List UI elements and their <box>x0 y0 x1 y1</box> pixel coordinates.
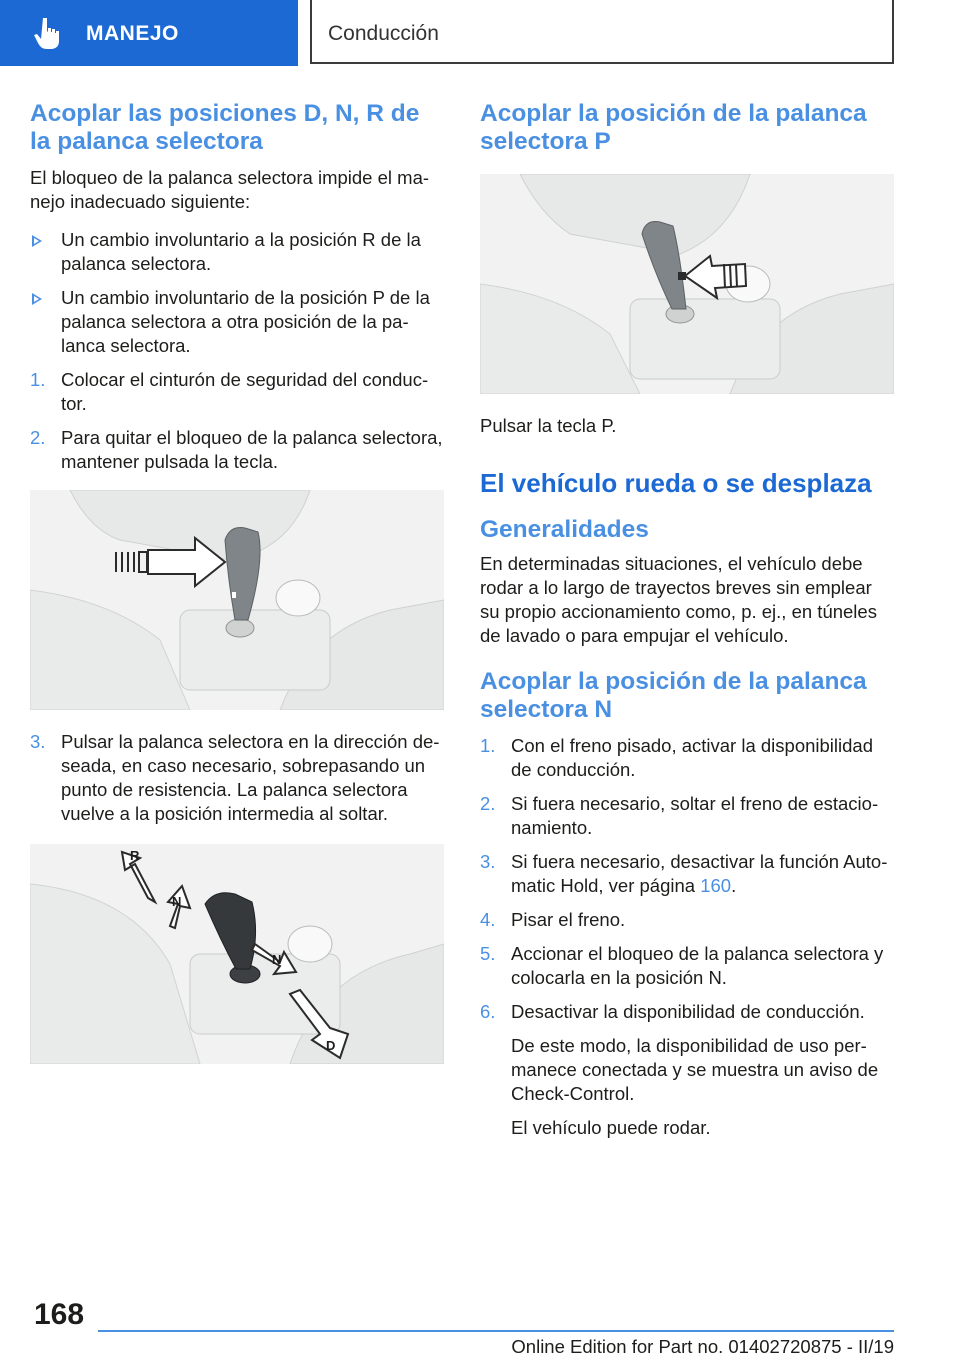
heading-neutral: Acoplar la posición de la palanca selectora N <box>480 668 867 723</box>
general-text: En determinadas situaciones, el vehículo debe rodar a lo largo de trayectos breves sin emplear su propio accionamiento como, p. ej., en túneles de lavado o para empujar el vehículo. <box>480 553 877 646</box>
step-text: Desactivar la disponibilidad de conducción. <box>511 1001 865 1022</box>
step-item <box>30 368 444 416</box>
step-item <box>480 850 894 898</box>
fig-label-n: N <box>172 894 182 909</box>
bullet-text: Un cambio involuntario a la posición R de la palanca selectora. <box>61 229 421 274</box>
step-number: 6. <box>480 1001 496 1022</box>
step-number: 1. <box>480 735 496 756</box>
intro-text: El bloqueo de la palanca selectora impide el ma-nejo inadecuado siguiente: <box>30 167 430 212</box>
section-label: MANEJO <box>86 22 179 45</box>
step-number: 2. <box>30 427 46 448</box>
heading-general: Generalidades <box>480 516 649 543</box>
park-button-figure <box>480 174 894 394</box>
step-item <box>480 792 894 840</box>
section-tab <box>0 0 298 66</box>
step-number: 5. <box>480 943 496 964</box>
step-number: 2. <box>480 793 496 814</box>
step-note: De este modo, la disponibilidad de uso per-manece conectada y se muestra un aviso de Check-Control. <box>511 1035 879 1104</box>
step-note: El vehículo puede rodar. <box>511 1117 711 1138</box>
step-number: 3. <box>480 851 496 872</box>
page-link[interactable]: 160 <box>700 875 732 896</box>
step-item <box>480 908 894 932</box>
fig-label-d: D <box>326 1038 336 1053</box>
heading-dnr: Acoplar las posiciones D, N, R de la palanca selectora <box>30 100 420 155</box>
right-column <box>480 100 894 1150</box>
step-text: Colocar el cinturón de seguridad del conduc-tor. <box>61 369 429 414</box>
hand-pointer-icon <box>30 14 70 54</box>
step-text: Si fuera necesario, soltar el freno de estacio-namiento. <box>511 793 879 838</box>
park-caption: Pulsar la tecla P. <box>480 415 617 436</box>
step-item <box>30 426 444 474</box>
heading-vehicle-rolls: El vehículo rueda o se desplaza <box>480 468 872 498</box>
chapter-header <box>310 0 894 64</box>
bullet-item <box>30 286 444 358</box>
step-text: Accionar el bloqueo de la palanca selectora y colocarla en la posición N. <box>511 943 884 988</box>
step-text: Con el freno pisado, activar la disponibilidad de conducción. <box>511 735 873 780</box>
fig-label-r: R <box>130 848 140 863</box>
step-suffix: . <box>731 875 737 896</box>
step-text: Pisar el freno. <box>511 909 626 930</box>
step-number: 1. <box>30 369 46 390</box>
step-number: 4. <box>480 909 496 930</box>
bullet-text: Un cambio involuntario de la posición P de la palanca selectora a otra posición de la pa-lanca selectora. <box>61 287 430 356</box>
bullet-item <box>30 228 444 276</box>
footer-edition: Online Edition for Part no. 01402720875 - II/19 <box>98 1330 894 1358</box>
step-text: Si fuera necesario, desactivar la función Auto-matic Hold, ver página <box>511 851 888 896</box>
step-item <box>480 942 894 990</box>
chapter-label: Conducción <box>328 22 439 45</box>
triangle-bullet-icon <box>32 293 42 305</box>
fig-label-n: N <box>272 952 282 967</box>
step-item <box>30 730 444 826</box>
step-item <box>480 1000 894 1024</box>
selector-lever-unlock-figure <box>30 490 444 710</box>
heading-park: Acoplar la posición de la palanca selectora P <box>480 100 867 155</box>
triangle-bullet-icon <box>32 235 42 247</box>
left-column <box>30 100 444 1084</box>
step-item <box>480 734 894 782</box>
step-text: Pulsar la palanca selectora en la dirección de-seada, en caso necesario, sobrepasando un punto de resistencia. La palanca selectora vuelve a la posición intermedia al soltar. <box>61 731 440 824</box>
selector-lever-dnr-figure <box>30 844 444 1064</box>
step-text: Para quitar el bloqueo de la palanca selectora, mantener pulsada la tecla. <box>61 427 443 472</box>
step-number: 3. <box>30 731 46 752</box>
page-number: 168 <box>34 1298 85 1331</box>
